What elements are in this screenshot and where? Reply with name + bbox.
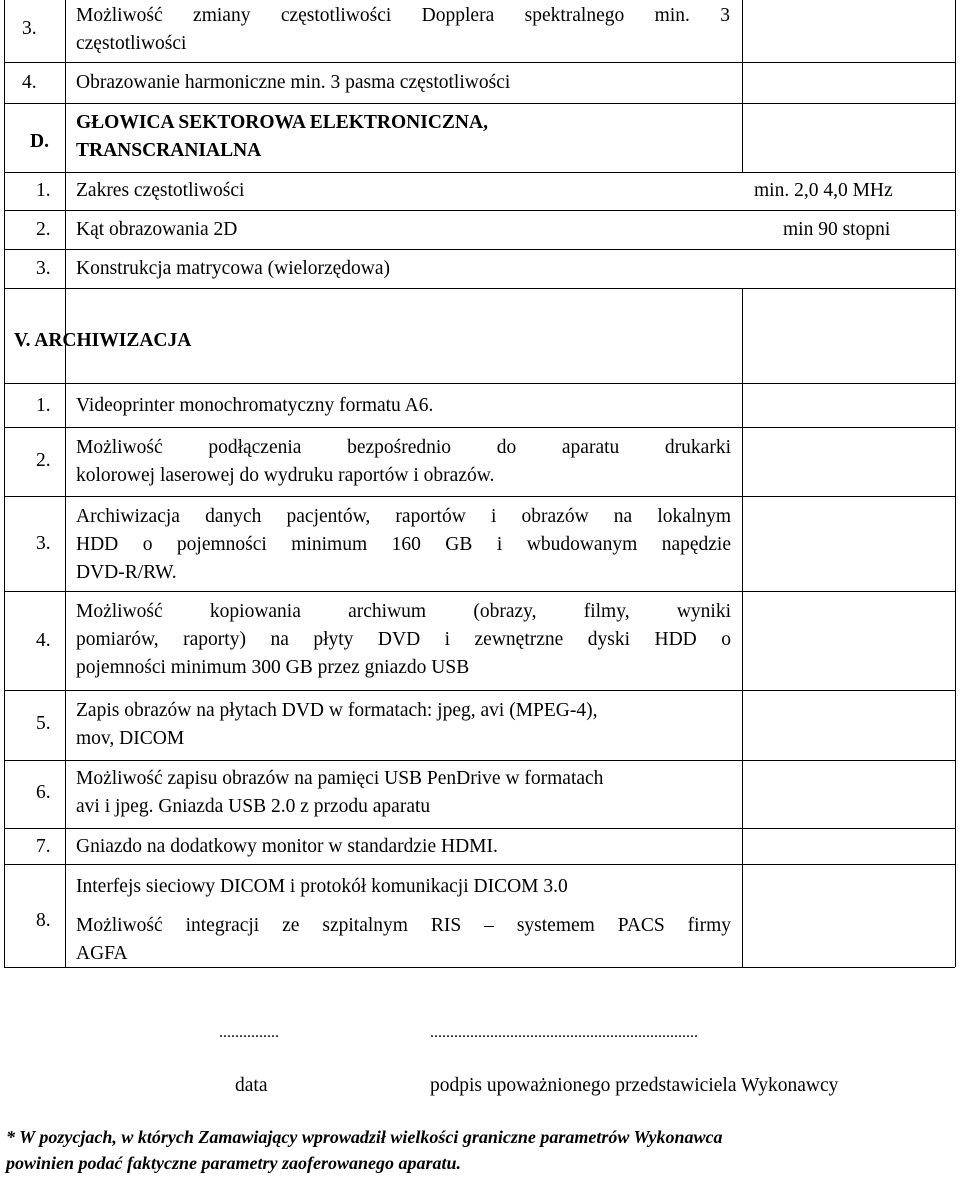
date-dots: ............... — [219, 1024, 279, 1041]
item-text: avi i jpeg. Gniazda USB 2.0 z przodu aparatu — [76, 796, 431, 817]
item-value: min 90 stopni — [783, 219, 891, 240]
item-number: 3. — [36, 258, 51, 279]
row-divider — [4, 828, 955, 829]
row-divider — [4, 864, 955, 865]
row-divider — [4, 690, 955, 691]
row-divider — [4, 62, 955, 63]
row-divider — [4, 172, 955, 173]
column-divider-value — [742, 288, 743, 967]
item-text: AGFA — [76, 943, 128, 964]
section-title: GŁOWICA SEKTOROWA ELEKTRONICZNA, — [76, 112, 488, 133]
item-text: Gniazdo na dodatkowy monitor w standardzie HDMI. — [76, 836, 498, 857]
signature-label: podpis upoważnionego przedstawiciela Wykonawcy — [430, 1075, 839, 1096]
item-text: Zapis obrazów na płytach DVD w formatach: jpeg, avi (MPEG-4), — [76, 700, 598, 721]
item-text: kolorowej laserowej do wydruku raportów i obrazów. — [76, 465, 495, 486]
section-letter: D. — [30, 131, 49, 152]
item-text: Możliwość kopiowania archiwum (obrazy, filmy, wyniki — [76, 601, 731, 622]
item-number: 3. — [22, 18, 37, 39]
table-border-bottom — [4, 967, 955, 968]
item-number: 2. — [36, 219, 51, 240]
item-text: pojemności minimum 300 GB przez gniazdo USB — [76, 657, 470, 678]
item-text: Możliwość podłączenia bezpośrednio do aparatu drukarki — [76, 437, 731, 458]
item-number: 3. — [36, 533, 51, 554]
row-divider — [4, 383, 955, 384]
item-number: 4. — [22, 72, 37, 93]
item-text: Konstrukcja matrycowa (wielorzędowa) — [76, 258, 391, 279]
item-text: Videoprinter monochromatyczny formatu A6. — [76, 395, 434, 416]
item-text: Kąt obrazowania 2D — [76, 219, 238, 240]
item-value: min. 2,0 4,0 MHz — [754, 180, 893, 201]
item-number: 5. — [36, 713, 51, 734]
item-text: częstotliwości — [76, 33, 187, 54]
section-title: TRANSCRANIALNA — [76, 140, 262, 161]
item-text: mov, DICOM — [76, 728, 185, 749]
item-text: Możliwość zapisu obrazów na pamięci USB PenDrive w formatach — [76, 768, 604, 789]
item-number: 2. — [36, 450, 51, 471]
item-text: pomiarów, raporty) na płyty DVD i zewnętrzne dyski HDD o — [76, 629, 731, 650]
item-number: 4. — [36, 630, 51, 651]
item-text: DVD-R/RW. — [76, 562, 177, 583]
footnote-line: * W pozycjach, w których Zamawiający wprowadził wielkości graniczne parametrów Wykonawca — [6, 1127, 723, 1147]
row-divider — [4, 210, 955, 211]
date-label: data — [235, 1075, 268, 1096]
table-border-left — [4, 0, 5, 967]
row-divider — [4, 249, 955, 250]
section-title: V. ARCHIWIZACJA — [14, 330, 192, 351]
row-divider — [4, 427, 955, 428]
item-text: Możliwość zmiany częstotliwości Dopplera spektralnego min. 3 — [76, 5, 730, 26]
item-number: 8. — [36, 910, 51, 931]
item-number: 1. — [36, 395, 51, 416]
item-number: 6. — [36, 782, 51, 803]
item-number: 7. — [36, 836, 51, 857]
item-text: Interfejs sieciowy DICOM i protokół komunikacji DICOM 3.0 — [76, 876, 568, 897]
item-text: Archiwizacja danych pacjentów, raportów i obrazów na lokalnym — [76, 506, 731, 527]
row-divider — [4, 760, 955, 761]
item-text: Obrazowanie harmoniczne min. 3 pasma częstotliwości — [76, 72, 511, 93]
item-text: HDD o pojemności minimum 160 GB i wbudowanym napędzie — [76, 534, 731, 555]
column-divider-value — [742, 0, 743, 172]
row-divider — [4, 591, 955, 592]
item-text: Zakres częstotliwości — [76, 180, 245, 201]
row-divider — [4, 496, 955, 497]
table-border-right — [955, 0, 956, 967]
row-divider — [4, 288, 955, 289]
row-divider — [4, 103, 955, 104]
footnote-line: powinien podać faktyczne parametry zaoferowanego aparatu. — [6, 1153, 461, 1173]
column-divider-number — [65, 0, 66, 967]
signature-dots: ................................................................... — [430, 1024, 698, 1041]
item-text: Możliwość integracji ze szpitalnym RIS – systemem PACS firmy — [76, 915, 731, 936]
item-number: 1. — [36, 180, 51, 201]
